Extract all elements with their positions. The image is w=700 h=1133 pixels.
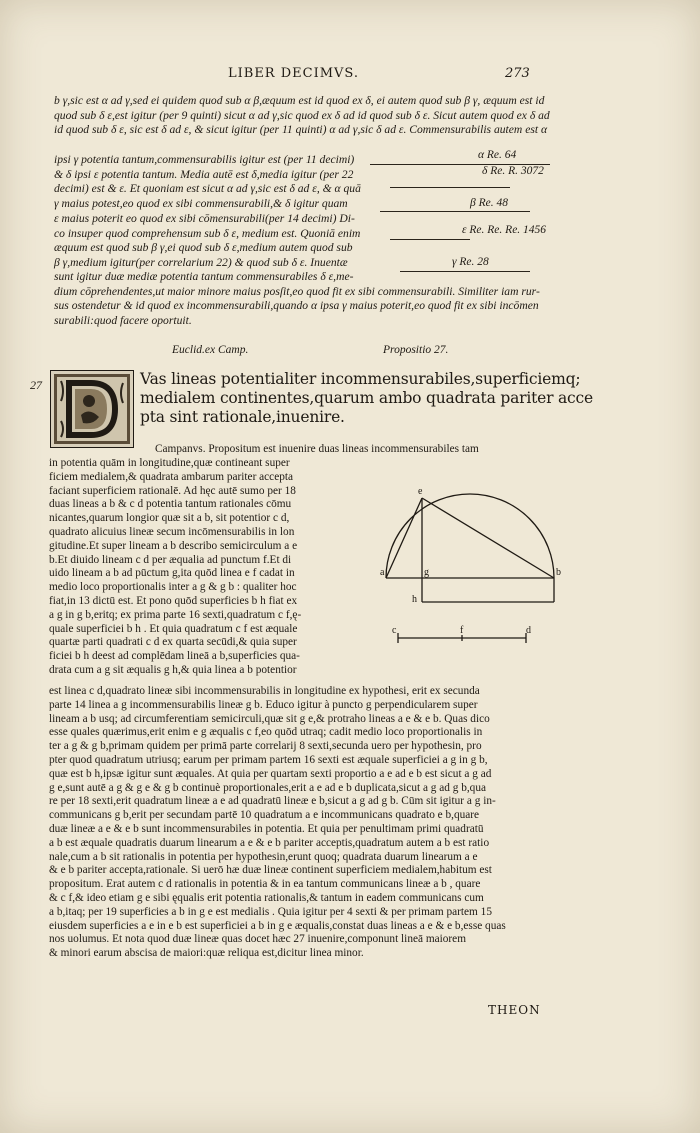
- text-line: nicantes,quarum longior quæ sit a b, sit potentior c d,: [49, 512, 290, 525]
- text-line: b.Et diuido lineam c d per æqualia ad punctum f.Et di: [49, 553, 292, 566]
- running-head: LIBER DECIMVS.: [228, 66, 359, 81]
- text-line: dium cōprehendentes,ut maior minore maius posſit,eo quod fit ex sibi commensurabili. Similiter iam rur-: [54, 284, 540, 298]
- text-line: nos uolumus. Et nota quod duæ lineæ quas docet hæc 27 inuenire,componunt lineā maiorem: [49, 933, 466, 946]
- text-line: & δ ipsi ε potentia tantum. Media autē est δ,media igitur (per 22: [54, 167, 354, 181]
- statement-line: medialem continentes,quarum ambo quadrata pariter acce: [140, 389, 593, 407]
- segment-line: [380, 211, 530, 212]
- text-line: quod sub δ ε,est igitur (per 9 quinti) sicut α ad γ,sic quod ex δ ad id quod sub δ ε. Sicut autem quod ex δ ad: [54, 108, 550, 122]
- text-line: ipsi γ potentia tantum,commensurabilis igitur est (per 11 decimi): [54, 153, 355, 166]
- text-line: & c f,& ideo etiam g e sibi ęqualis erit potentia rationalis,& tantum in eadem communicans cum: [49, 891, 484, 904]
- text-line: duas lineas a b & c d potentia tantum rationales cōmu: [49, 498, 292, 511]
- text-line: communicans g b,erit per secundam partē 10 quadratum a e incommunicans quadrato e b,quare: [49, 809, 480, 822]
- text-line: g e,sunt autē a g & g e & g b continuè proportionales,erit a e ad e b duplicata,sicut a g ad g b,qua: [49, 781, 486, 794]
- text-line: fiat,in 13 dictū est. Et pono quōd superficies b h fiat ex: [49, 594, 298, 607]
- point-label: e: [418, 486, 423, 497]
- segment-line: [390, 239, 470, 240]
- caption-proposition: Propositio 27.: [383, 344, 449, 356]
- text-line: β γ,medium igitur(per correlarium 22) & quod sub δ ε. Inuentæ: [54, 255, 348, 269]
- point-label: f: [460, 625, 464, 636]
- line-values-diagram: [370, 147, 560, 277]
- text-line: faciant superficiem rationalē. Ad hęc autē sumo per 18: [49, 484, 296, 497]
- text-line: a b,itaq; per 19 superficies a b in g e est medialis . Quia igitur per 4 sexti & per primam partem 15: [49, 905, 492, 918]
- text-line: id quod sub δ ε, sic est δ ad ε, & sicut igitur (per 11 quinti) α ad γ,sic δ ad ε. Commensurabilis autem est α: [54, 123, 548, 137]
- statement-line: Vas lineas potentialiter incommensurabiles,superficiemq;: [140, 370, 581, 388]
- text-line: gitudine.Et super lineam a b describo semicirculum a e: [49, 539, 298, 552]
- page-number: 273: [505, 66, 530, 81]
- point-label: a: [380, 567, 385, 578]
- text-line: a b est æquale quadratis duarum linearum a e & e b pariter acceptis,quadratum autem a b est ratio: [49, 836, 490, 849]
- semicircle-figure: [378, 478, 560, 648]
- proof-text-bottom: [54, 270, 554, 329]
- text-line: in potentia quām in longitudine,quæ contineant super: [49, 457, 290, 469]
- text-line: a g in g b,eritq; ex prima parte 16 sexti,quadratum c f,ę-: [49, 608, 302, 621]
- woodcut-initial-icon: [51, 371, 133, 447]
- text-line: re per 18 sexti,erit quadratum lineæ a e ad quadratū lineæ e b,sicut a g ad g b. Cūm sit igitur a g in-: [49, 795, 496, 808]
- point-label: g: [424, 567, 429, 578]
- text-line: æquum est quod sub β γ,ei quod sub δ ε,medium autem quod sub: [54, 241, 353, 255]
- text-line: parte 14 linea a g incommensurabilis lineæ g b. Educo igitur à puncto g perpendicularem super: [49, 698, 478, 711]
- proof-text-top: [54, 94, 554, 138]
- text-line: decimi) est & ε. Et quoniam est sicut α ad γ,sic est δ ad ε, & α quā: [54, 182, 361, 196]
- text-line: nale,cum a b sit rationalis in potentia per hypothesin,erunt quoq; quadrata duarum linearum a e: [49, 850, 478, 863]
- proposition-statement: [140, 370, 593, 427]
- text-line: propositum. Erat autem c d rationalis in potentia & in ea tantum communicans lineæ a b , quare: [49, 878, 481, 891]
- point-label: d: [526, 625, 531, 636]
- point-label: h: [412, 594, 417, 605]
- text-line: medio loco proportionalis inter a g & g b : qualiter hoc: [49, 581, 297, 594]
- value-label: α Re. 64: [478, 149, 517, 161]
- section-captions: [0, 344, 700, 360]
- value-label: δ Re. R. 3072: [482, 165, 544, 177]
- proof-text-narrow: [54, 153, 361, 271]
- text-line: sunt igitur duæ mediæ potentia tantum commensurabiles δ ε,me-: [54, 270, 354, 283]
- value-label: ε Re. Re. Re. 1456: [462, 224, 547, 236]
- text-line: uido lineam a b ad pūctum g,ita quōd linea e f cadat in: [49, 567, 295, 580]
- text-line: co insuper quod comprehensum sub δ ε, medium est. Quoniā enim: [54, 226, 361, 240]
- text-line: quadrato alicuius lineæ secum incōmensurabilis in lon: [49, 525, 295, 538]
- proposition-number: 27: [30, 378, 42, 392]
- commentary-narrow-text: [49, 457, 389, 678]
- page-header: [0, 66, 700, 88]
- text-line: sus ostendetur & id quod ex incommensurabili,quando α ipsa γ maius poterit,eo quod fit ex sibi incōmen: [54, 299, 539, 313]
- text-line: eiusdem superficies a e in e b est superficiei a b in g e æqualis,constat duas lineas a e & e b,esse quas: [49, 919, 506, 932]
- decorated-initial: [50, 370, 134, 448]
- text-line: ter a g & g b,primam quidem per primā parte correlarij 8 sexti,secunda uero per hypothesin, pro: [49, 740, 482, 753]
- value-label: γ Re. 28: [452, 256, 489, 268]
- text-line: & minori earum abscisa de maiori:quæ reliqua est,dicitur linea minor.: [49, 947, 364, 960]
- segment-line: [390, 187, 510, 188]
- text-line: & e b pariter accepta,rationale. Si uerō hæ duæ lineæ continent superficiem medialem,habitum est: [49, 864, 492, 877]
- text-line: est linea c d,quadrato lineæ sibi incommensurabilis in longitudine ex hypothesi, erit ex secunda: [49, 685, 480, 697]
- text-line: quartæ parti quadrati c d ex quarta secūdi,& quia super: [49, 636, 297, 649]
- text-line: b γ,sic est α ad γ,sed ei quidem quod sub α β,æquum est id quod ex δ, ei autem quod sub β γ, æquum est id: [54, 94, 545, 107]
- caption-source: Euclid.ex Camp.: [172, 344, 249, 356]
- text-line: Campanvs. Propositum est inuenire duas lineas incommensurabiles tam: [155, 443, 479, 455]
- text-line: esse quales quærimus,erit enim e g æqualis c f,eo quōd utraq; cadit medio loco proportionalis in: [49, 726, 483, 739]
- catchword: THEON: [488, 1003, 541, 1017]
- geometry-diagram: [378, 478, 560, 648]
- text-line: ficiem medialem,& quadrata ambarum pariter accepta: [49, 470, 294, 483]
- text-line: quale superficiei b h . Et quia quadratum c f est æquale: [49, 622, 298, 635]
- commentary-wide-text: [49, 685, 555, 961]
- commentary-first-line: [155, 443, 555, 457]
- text-line: surabili:quod facere oportuit.: [54, 314, 192, 328]
- text-line: pter quod quadratum utriusq; earum per primam partem 16 sexti est æquale superficiei a g in g b,: [49, 753, 488, 766]
- text-line: ε maius poterit eo quod ex sibi cōmensurabili(per 14 decimi) Di-: [54, 211, 355, 225]
- point-label: b: [556, 567, 561, 578]
- text-line: duæ lineæ a e & e b sunt incommensurabiles in potentia. Et quia per penultimam primi quadratū: [49, 822, 484, 835]
- text-line: drata cum a g sit æqualis g h,& quia linea a b potentior: [49, 663, 297, 676]
- value-label: β Re. 48: [470, 197, 508, 209]
- text-line: ficiei b h deest ad complēdam lineā a b,superficies qua-: [49, 650, 300, 663]
- statement-line: pta sint rationale,inuenire.: [140, 408, 345, 426]
- text-line: lineam a b usq; ad circumferentiam semicirculi,quæ sit g e,& protraho lineas a e & e b. Quas dico: [49, 712, 490, 725]
- point-label: c: [392, 625, 397, 636]
- text-line: quæ est b h,ipsæ igitur sunt æquales. At quia per quartam sexti proportio a e ad e b est sicut a g ad: [49, 767, 492, 780]
- text-line: γ maius potest,eo quod ex sibi commensurabili,& δ igitur quam: [54, 197, 348, 211]
